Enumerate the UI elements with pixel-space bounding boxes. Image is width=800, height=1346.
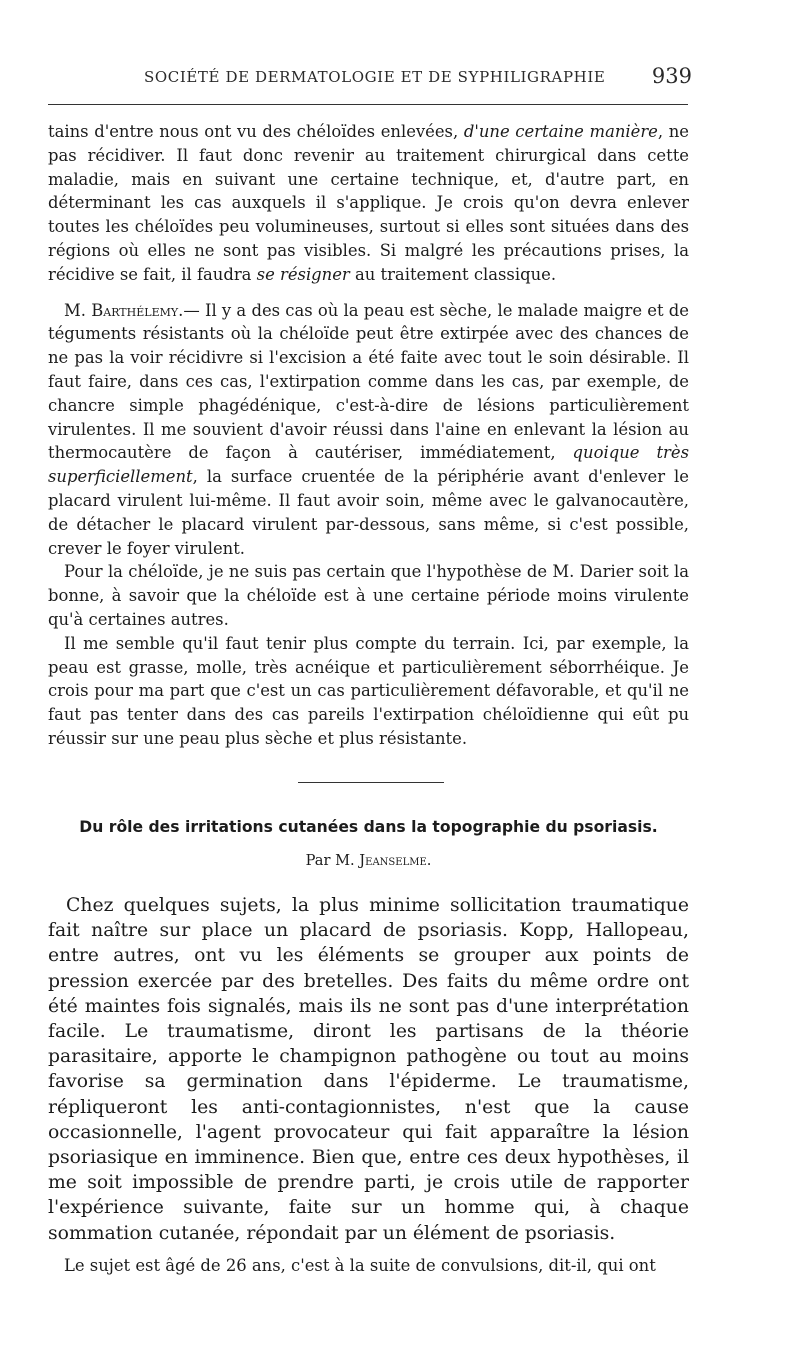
byline-prefix: Par M.	[305, 852, 360, 869]
page-header	[48, 64, 692, 94]
text-run: , la surface cruentée de la périphérie avant d'enlever le placard virulent lui-même. Il faut avoir soin, même avec le galvanocautère, de détacher le placard virulent par-dessous, sans même, si c'est possible, crever le foyer virulent.	[48, 467, 689, 558]
paragraph: Il me semble qu'il faut tenir plus compte du terrain. Ici, par exemple, la peau est grasse, molle, très acnéique et particulièrement séborrhéique. Je crois pour ma part que c'est un cas particulièrement défavorable, et qu'il ne faut pas tenter dans des cas pareils l'extirpation chéloïdienne qui eût pu réussir sur une peau plus sèche et plus résistante.	[48, 633, 689, 748]
byline-suffix: .	[426, 852, 432, 869]
page-number: 939	[651, 64, 692, 88]
byline	[48, 852, 689, 869]
author-name: Jeanselme	[359, 852, 427, 869]
paragraph-barthelemy	[48, 299, 689, 561]
text-run: .— Il y a des cas où la peau est sèche, le malade maigre et de téguments résistants où la chéloïde peut être extirpée avec des chances de ne pas la voir récidivre si l'excision a été faite avec tout le soin désirable. Il faut faire, dans ces cas, l'extirpation comme dans les cas, par exemple, de chancre simple phagédénique, c'est-à-dire de lésions particulièrement virulentes. Il me souvient d'avoir réussi dans l'aine en enlevant la lésion au thermocautère de façon à cautériser, immédiatement,	[48, 300, 689, 463]
text-run: tains d'entre nous ont vu des chéloïdes enlevées,	[48, 122, 464, 141]
paragraph: Pour la chéloïde, je ne suis pas certain que l'hypothèse de M. Darier soit la bonne, à savoir que la chéloïde est à une certaine période moins virulente qu'à certaines autres.	[48, 562, 689, 629]
discussion-text	[48, 120, 689, 751]
italic-phrase: quoique très superficiellement	[48, 443, 689, 487]
italic-phrase: d'une certaine manière	[463, 122, 658, 141]
paragraph: Chez quelques sujets, la plus minime sollicitation traumatique fait naître sur place un placard de psoriasis. Kopp, Hallopeau, entre autres, ont vu les éléments se grouper aux points de pression exercée par des bretelles. Des faits du même ordre ont été maintes fois signalés, mais ils ne sont pas d'une interprétation facile. Le traumatisme, diront les partisans de la théorie parasitaire, apporte le champignon pathogène ou tout au moins favorise sa germination dans l'épiderme. Le traumatisme, répliqueront les anti-contagionnistes, n'est que la cause occasionnelle, l'agent provocateur qui fait apparaître la lésion psoriasique en imminence. Bien que, entre ces deux hypothèses, il me soit impossible de prendre parti, je crois utile de rapporter l'expérience suivante, faite sur un homme qui, à chaque sommation cutanée, répondait par un élément de psoriasis.	[48, 895, 689, 1244]
speaker-prefix: M.	[64, 300, 92, 320]
text-run: au traitement classique.	[349, 264, 557, 284]
section-separator	[298, 782, 444, 783]
article-body	[48, 893, 689, 1278]
italic-phrase: se résigner	[256, 264, 350, 284]
speaker-name: Barthélemy	[91, 300, 179, 320]
article-title: Du rôle des irritations cutanées dans la topographie du psoriasis.	[79, 818, 658, 836]
running-title: SOCIÉTÉ DE DERMATOLOGIE ET DE SYPHILIGRAPHIE	[144, 68, 606, 86]
paragraph-continuation	[48, 120, 689, 287]
header-rule	[48, 104, 688, 105]
paragraph: Le sujet est âgé de 26 ans, c'est à la suite de convulsions, dit-il, qui ont	[64, 1255, 656, 1275]
text-run: , ne pas récidiver. Il faut donc revenir au traitement chirurgical dans cette maladie, mais en suivant une certaine technique, et, d'autre part, en déterminant les cas auxquels il s'applique. Je crois qu'on devra enlever toutes les chéloïdes peu volumineuses, surtout si elles sont situées dans des régions où elles ne sont pas visibles. Si malgré les précautions prises, la récidive se fait, il faudra	[48, 122, 689, 284]
